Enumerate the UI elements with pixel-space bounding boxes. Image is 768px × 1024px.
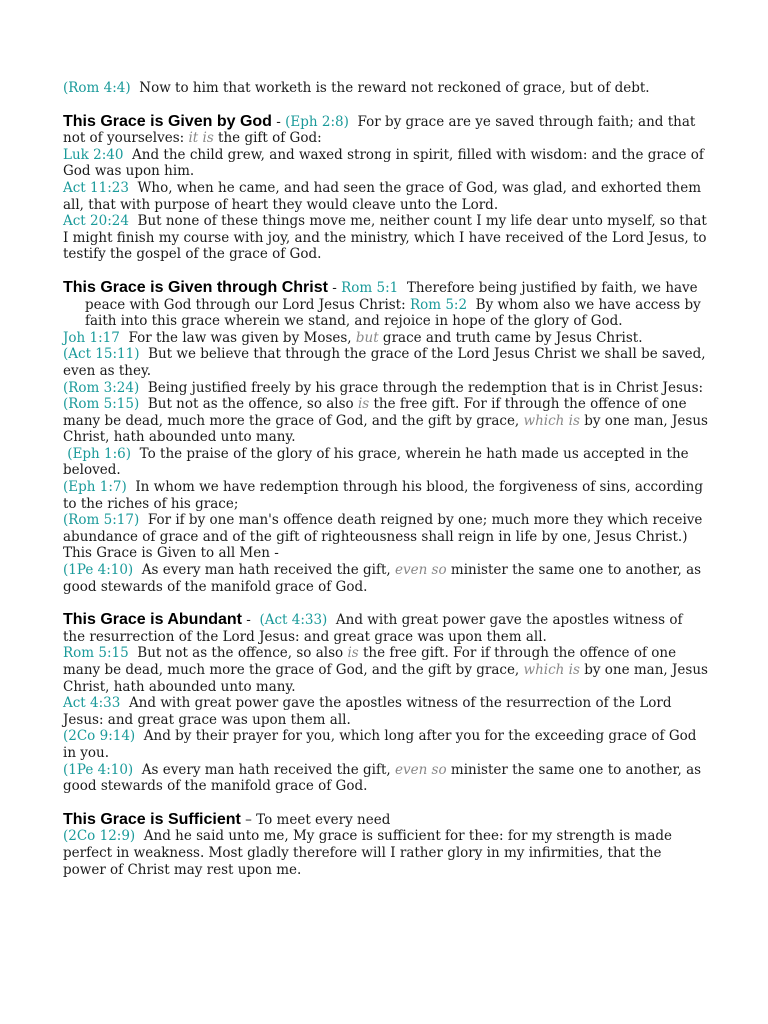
verse-item: Act 11:23 Who, when he came, and had seen the grace of God, was glad, and exhorted them all, that with purpose of heart they would cleave unto the Lord. [63, 179, 702, 213]
section-heading: This Grace is Given through Christ [63, 278, 328, 296]
verse-ref[interactable]: (2Co 12:9) [63, 828, 136, 845]
verse-ref[interactable]: (Act 15:11) [63, 346, 140, 363]
verse-item: (Eph 1:7) In whom we have redemption through his blood, the forgiveness of sins, according to the riches of his grace; [63, 479, 703, 512]
verse-item: Luk 2:40 And the child grew, and waxed strong in spirit, filled with wisdom: and the grace of God was upon him. [63, 146, 704, 180]
verse-ref[interactable]: (Rom 5:17) [63, 512, 140, 529]
verse-item: (Act 15:11) But we believe that through the grace of the Lord Jesus Christ we shall be saved, even as they. [63, 346, 706, 379]
section-lead: This Grace is Sufficient – To meet every need [63, 810, 391, 828]
verse-item: (2Co 9:14) And by their prayer for you, which long after you for the exceeding grace of God in you. [63, 728, 697, 761]
section-abundant [63, 612, 708, 795]
verse-ref[interactable]: Rom 5:1 [341, 279, 399, 296]
subheading-all-men: This Grace is Given to all Men - [63, 545, 279, 562]
verse-ref[interactable]: Act 4:33 [63, 695, 121, 712]
section-given-through-christ [63, 280, 708, 595]
verse-item: (1Pe 4:10) As every man hath received the gift, even so minister the same one to another, as good stewards of the manifold grace of God. [63, 761, 702, 795]
verse-ref[interactable]: (Rom 3:24) [63, 379, 140, 396]
verse-item: Rom 5:15 But not as the offence, so also is the free gift. For if through the offence of one many be dead, much more the grace of God, and the gift by grace, which is by one man, Jesus Christ, hath abounded unto many. [63, 645, 708, 695]
verse-item: (1Pe 4:10) As every man hath received the gift, even so minister the same one to another, as good stewards of the manifold grace of God. [63, 562, 702, 595]
section-lead: This Grace is Abundant - (Act 4:33) And with great power gave the apostles witness of the resurrection of the Lord Jesus: and great grace was upon them all. [63, 611, 683, 645]
verse-item: (Eph 1:6) To the praise of the glory of his grace, wherein he hath made us accepted in the beloved. [63, 445, 689, 479]
verse-item: (Rom 5:17) For if by one man's offence death reigned by one; much more they which receive abundance of grace and of the gift of righteousness shall reign in life by one, Jesus Christ.) [63, 512, 703, 545]
section-lead: This Grace is Given through Christ - Rom 5:1 Therefore being justified by faith, we have peace with God through our Lord Jesus Christ: Rom 5:2 By whom also we have access by faith into this grace wherein we stand, and rejoice in hope of the glory of God. [63, 278, 701, 330]
verse-item: Act 4:33 And with great power gave the apostles witness of the resurrection of the Lord Jesus: and great grace was upon them all. [63, 695, 672, 728]
verse-rom-4-4 [63, 80, 708, 97]
verse-text: Now to him that worketh is the reward not reckoned of grace, but of debt. [139, 80, 650, 96]
verse-ref[interactable]: (2Co 9:14) [63, 728, 136, 745]
verse-ref[interactable]: (Act 4:33) [259, 612, 328, 629]
verse-item: Joh 1:17 For the law was given by Moses, but grace and truth came by Jesus Christ. [63, 329, 643, 346]
section-given-by-god [63, 114, 708, 263]
verse-ref[interactable]: (Rom 4:4) [63, 80, 131, 96]
verse-ref[interactable]: (Eph 2:8) [285, 113, 349, 130]
section-heading: This Grace is Given by God [63, 112, 272, 130]
verse-item: (2Co 12:9) And he said unto me, My grace is sufficient for thee: for my strength is made perfect in weakness. Most gladly therefore will I rather glory in my infirmities, that the power of Christ may rest upon me. [63, 828, 672, 878]
section-lead: This Grace is Given by God - (Eph 2:8) For by grace are ye saved through faith; and that not of yourselves: it is the gift of God: [63, 112, 696, 147]
verse-item: Act 20:24 But none of these things move me, neither count I my life dear unto myself, so that I might finish my course with joy, and the ministry, which I have received of the Lord Jesus, to testify the gospel of the grace of God. [63, 213, 707, 263]
section-heading: This Grace is Sufficient [63, 810, 241, 828]
section-heading: This Grace is Abundant [63, 611, 242, 629]
verse-item: (Rom 5:15) But not as the offence, so also is the free gift. For if through the offence of one many be dead, much more the grace of God, and the gift by grace, which is by one man, Jesus Christ, hath abounded unto many. [63, 396, 708, 446]
verse-ref[interactable]: Joh 1:17 [63, 329, 120, 346]
verse-ref[interactable]: (1Pe 4:10) [63, 761, 134, 778]
document-page [63, 80, 708, 878]
verse-ref[interactable]: (Eph 1:6) [67, 445, 132, 462]
section-sufficient [63, 812, 708, 878]
verse-ref[interactable]: Act 20:24 [63, 213, 129, 230]
verse-ref[interactable]: Rom 5:15 [63, 645, 129, 662]
verse-ref[interactable]: (Eph 1:7) [63, 479, 127, 496]
verse-ref[interactable]: (1Pe 4:10) [63, 562, 134, 579]
verse-ref[interactable]: Luk 2:40 [63, 146, 124, 163]
verse-ref[interactable]: (Rom 5:15) [63, 396, 140, 413]
section-tail: To meet every need [256, 811, 391, 828]
verse-ref[interactable]: Act 11:23 [63, 179, 129, 196]
verse-ref[interactable]: Rom 5:2 [409, 296, 468, 313]
verse-item: (Rom 3:24) Being justified freely by his grace through the redemption that is in Christ Jesus: [63, 379, 704, 396]
